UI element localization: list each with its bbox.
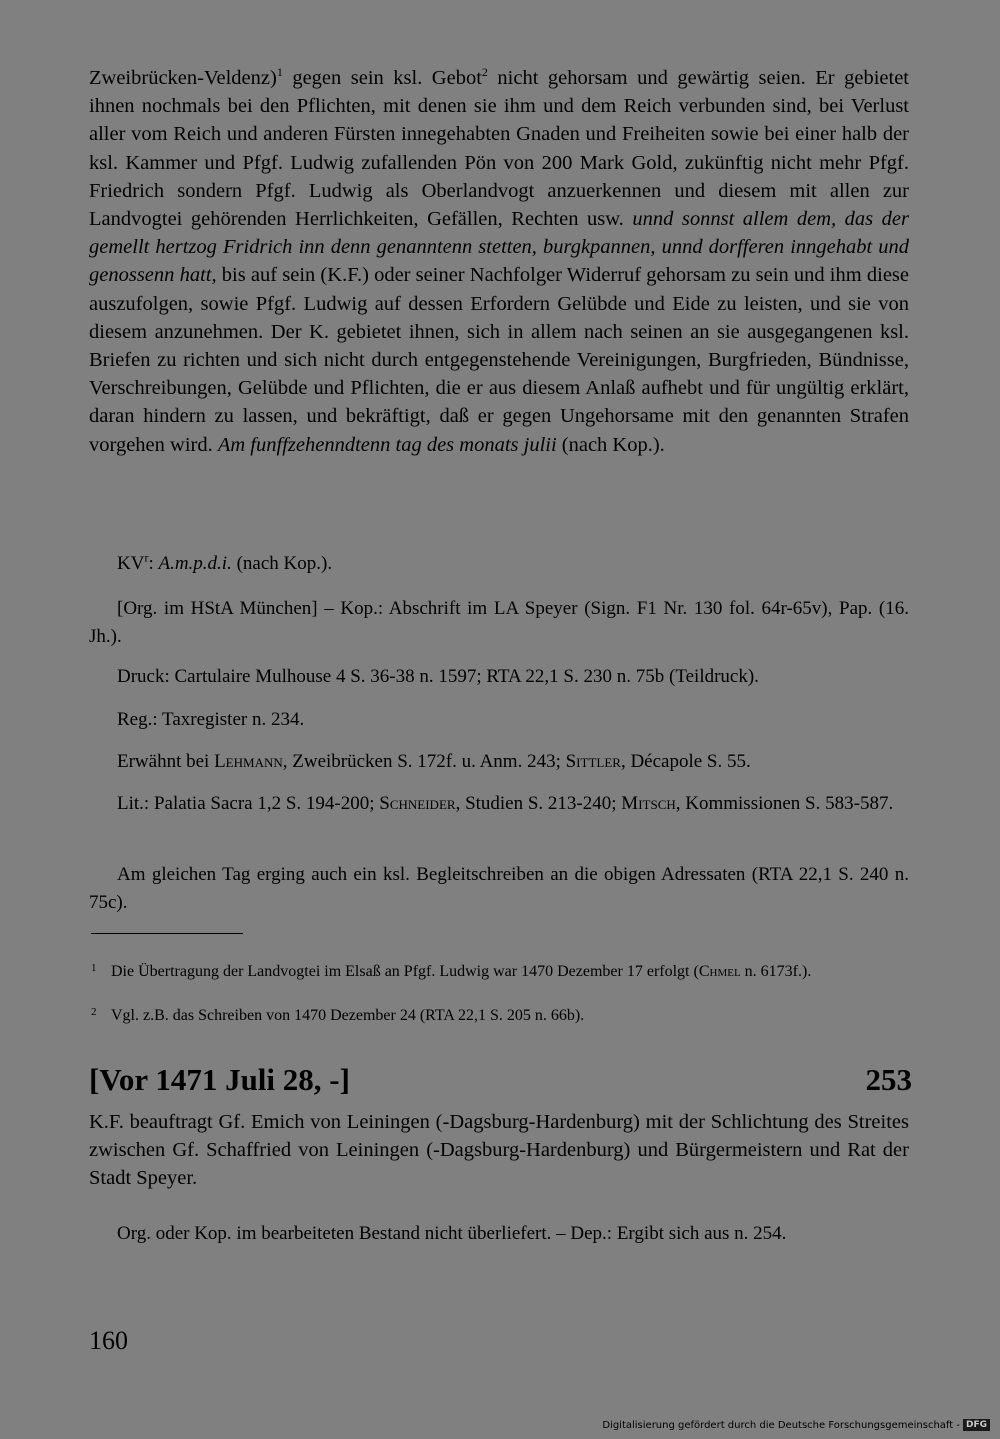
main-paragraph xyxy=(89,64,909,459)
superscript: r xyxy=(144,550,149,565)
quoted-date-text: Am funffzehenndtenn tag des monats julii xyxy=(217,433,557,456)
note-literature xyxy=(89,790,909,818)
text-run: nicht gehorsam und gewärtig seien. Er gebietet ihnen nochmals bei den Pflichten, mit denen sie ihm und dem Reich verbunden sind, bei Verlust aller vom Reich und anderen Fürsten innegehabten Gnaden und Freiheiten sowie bei einer halb der ksl. Kammer und Pfgf. Ludwig zufallenden Pön von 200 Mark Gold, zukünftig nicht mehr Pfgf. Friedrich sondern Pfgf. Ludwig als Oberlandvogt anzuerkennen und diesem mit allen zur Landvogtei gehörenden Herrlichkeiten, Gefällen, Rechten usw. xyxy=(89,67,909,231)
digitization-credit xyxy=(602,1419,990,1431)
text-run: , Décapole S. 55. xyxy=(620,751,751,772)
footnote-number: 1 xyxy=(91,962,97,974)
text-run: Erwähnt bei xyxy=(117,751,215,772)
text-run: , Zweibrücken S. 172f. u. Anm. 243; xyxy=(282,751,566,772)
text-run: (nach Kop.). xyxy=(556,433,665,456)
author-name: Mitsch xyxy=(621,793,676,814)
note-reg: Reg.: Taxregister n. 234. xyxy=(117,709,305,730)
footnote-divider xyxy=(91,933,243,934)
text-run: , Kommissionen S. 583-587. xyxy=(675,793,894,814)
author-name: Lehmann xyxy=(214,751,283,772)
quoted-source-text: unnd sonnst allem dem, das der gemellt hertzog Fridrich inn denn genanntenn stetten, burgkpannen, unnd dorfferen inngehabt und genossenn hatt, xyxy=(89,208,909,287)
text-run: , Studien S. 213-240; xyxy=(455,793,622,814)
entry-number: 253 xyxy=(865,1062,912,1097)
entry-date: [Vor 1471 Juli 28, -] xyxy=(89,1062,350,1097)
author-name: Chmel xyxy=(698,963,741,980)
footnote-ref-1[interactable]: 1 xyxy=(276,65,283,80)
text-run: Zweibrücken-Veldenz) xyxy=(89,67,277,89)
text-run: n. 6173f.). xyxy=(740,963,812,980)
footnote-2 xyxy=(89,1006,909,1025)
entry-regest: K.F. beauftragt Gf. Emich von Leiningen (-Dagsburg-Hardenburg) mit der Schlichtung des Streites zwischen Gf. Schaffried von Leiningen (-Dagsburg-Hardenburg) und Bürgermeistern und Rat der Stadt Speyer. xyxy=(89,1111,909,1190)
dfg-logo: DFG xyxy=(963,1419,990,1431)
entry-heading xyxy=(89,1060,912,1100)
footnote-1 xyxy=(89,962,909,981)
author-name: Sittler xyxy=(565,751,621,772)
credit-text: Digitalisierung gefördert durch die Deutsche Forschungsgemeinschaft - xyxy=(602,1419,960,1431)
text-run: Vgl. z.B. das Schreiben von 1470 Dezember 24 (RTA 22,1 S. 205 n. 66b). xyxy=(111,1007,585,1024)
note-erwaehnt xyxy=(89,748,909,776)
note-kv xyxy=(89,550,909,578)
author-name: Schneider xyxy=(379,793,456,814)
text-run: : xyxy=(148,553,159,574)
text-run: gegen sein ksl. Gebot xyxy=(282,67,482,89)
text-run: KV xyxy=(117,553,145,574)
text-run: Die Übertragung der Landvogtei im Elsaß an Pfgf. Ludwig war 1470 Dezember 17 erfolgt ( xyxy=(111,963,699,980)
note-same-day: Am gleichen Tag erging auch ein ksl. Begleitschreiben an die obigen Adressaten (RTA 22,1 S. 240 n. 75c). xyxy=(89,864,909,913)
note-org: [Org. im HStA München] – Kop.: Abschrift im LA Speyer (Sign. F1 Nr. 130 fol. 64r-65v), Pap. (16. Jh.). xyxy=(89,598,909,647)
footnote-ref-2[interactable]: 2 xyxy=(481,65,488,80)
entry-note: Org. oder Kop. im bearbeiteten Bestand nicht überliefert. – Dep.: Ergibt sich aus n. 254. xyxy=(117,1223,787,1244)
text-run: bis auf sein (K.F.) oder seiner Nachfolger Widerruf gehorsam zu sein und ihm diese auszufolgen, sowie Pfgf. Ludwig auf dessen Erfordern Gelübde und Eide zu leisten, und sie von diesem anzunehmen. Der K. gebietet ihnen, sich in allem nach seinen an sie ausgegangenen ksl. Briefen zu richten und sich nicht durch entgegenstehende Vereinigungen, Burgfrieden, Bündnisse, Verschreibungen, Gelübde und Pflichten, die er aus diesem Anlaß aufhebt und für ungültig erklärt, daran hindern zu lassen, und bekräftigt, daß er gegen Ungehorsame mit den genannten Strafen vorgehen wird. xyxy=(89,264,909,456)
kv-abbrev: A.m.p.d.i. xyxy=(158,553,232,574)
text-run: Lit.: Palatia Sacra 1,2 S. 194-200; xyxy=(117,793,380,814)
text-run: (nach Kop.). xyxy=(231,553,333,574)
footnote-number: 2 xyxy=(91,1006,97,1018)
page-number: 160 xyxy=(89,1326,128,1355)
note-druck: Druck: Cartulaire Mulhouse 4 S. 36-38 n. 1597; RTA 22,1 S. 230 n. 75b (Teildruck). xyxy=(117,666,759,687)
